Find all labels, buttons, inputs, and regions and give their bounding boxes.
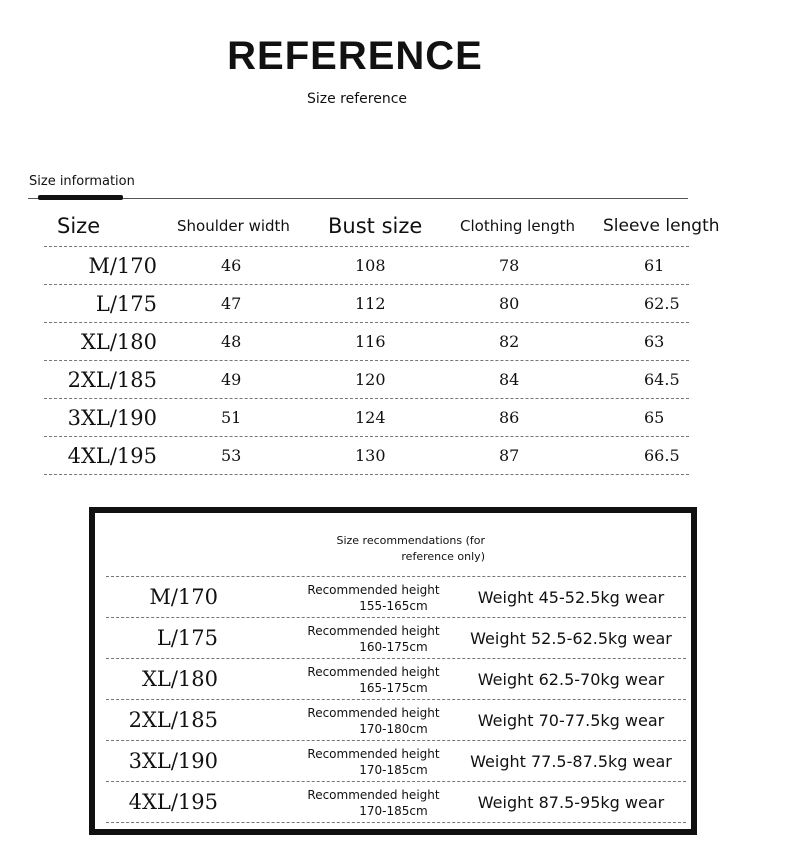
size-recommendations-box <box>89 507 697 835</box>
page-subtitle: Size reference <box>306 91 408 107</box>
header-size: Size <box>57 214 101 238</box>
rec-height <box>286 582 461 614</box>
recommendations-heading-line2: reference only) <box>401 550 485 563</box>
rec-height <box>286 746 461 778</box>
row-bust: 124 <box>355 408 386 427</box>
row-sleeve: 64.5 <box>644 370 680 389</box>
recommendations-heading <box>95 533 691 573</box>
rec-size: M/170 <box>149 585 218 609</box>
rec-weight: Weight 70-77.5kg wear <box>477 710 665 730</box>
table-row <box>44 398 689 436</box>
row-sleeve: 63 <box>644 332 665 351</box>
row-length: 84 <box>499 370 520 389</box>
size-table <box>44 206 720 475</box>
row-sleeve: 66.5 <box>644 446 680 465</box>
header-bust-size: Bust size <box>328 214 423 238</box>
rec-size: 3XL/190 <box>128 749 218 773</box>
rec-weight: Weight 77.5-87.5kg wear <box>470 751 672 771</box>
row-bust: 116 <box>355 332 386 351</box>
rec-height-label: Recommended height <box>307 583 440 597</box>
table-row <box>44 360 689 398</box>
row-length: 87 <box>499 446 520 465</box>
recommendations-table <box>106 576 686 823</box>
rec-weight: Weight 52.5-62.5kg wear <box>470 628 672 648</box>
table-row <box>44 246 689 284</box>
row-bust: 120 <box>355 370 386 389</box>
rec-height-label: Recommended height <box>307 624 440 638</box>
header-sleeve-length: Sleeve length <box>603 216 720 236</box>
row-size: L/175 <box>95 291 157 316</box>
list-item <box>106 699 686 740</box>
row-sleeve: 65 <box>644 408 665 427</box>
rec-height <box>286 664 461 696</box>
table-row <box>44 284 689 322</box>
rec-size: L/175 <box>156 626 218 650</box>
list-item <box>106 658 686 699</box>
row-shoulder: 51 <box>221 408 242 427</box>
row-shoulder: 47 <box>221 294 242 313</box>
row-shoulder: 49 <box>221 370 242 389</box>
row-length: 78 <box>499 256 520 275</box>
row-sleeve: 61 <box>644 256 665 275</box>
rec-size: XL/180 <box>141 667 218 691</box>
rec-weight: Weight 87.5-95kg wear <box>477 792 665 812</box>
rec-weight: Weight 62.5-70kg wear <box>477 669 665 689</box>
row-size: XL/180 <box>80 329 157 354</box>
list-item <box>106 740 686 781</box>
list-item <box>106 617 686 658</box>
row-bust: 130 <box>355 446 386 465</box>
rec-height-range: 170-185cm <box>359 804 428 818</box>
section-divider-accent <box>38 195 123 200</box>
rec-height-range: 165-175cm <box>359 681 428 695</box>
row-shoulder: 53 <box>221 446 242 465</box>
rec-height <box>286 787 461 819</box>
table-row <box>44 436 689 475</box>
rec-height-label: Recommended height <box>307 706 440 720</box>
rec-height-label: Recommended height <box>307 788 440 802</box>
header-shoulder-width: Shoulder width <box>177 217 290 235</box>
row-size: M/170 <box>88 253 157 278</box>
row-length: 80 <box>499 294 520 313</box>
table-row <box>44 322 689 360</box>
header-clothing-length: Clothing length <box>460 217 575 235</box>
row-sleeve: 62.5 <box>644 294 680 313</box>
list-item <box>106 576 686 617</box>
rec-weight: Weight 45-52.5kg wear <box>477 587 665 607</box>
size-table-header <box>44 206 720 246</box>
rec-size: 2XL/185 <box>128 708 218 732</box>
rec-height-range: 170-180cm <box>359 722 428 736</box>
row-length: 82 <box>499 332 520 351</box>
row-shoulder: 48 <box>221 332 242 351</box>
rec-height <box>286 623 461 655</box>
rec-height-label: Recommended height <box>307 747 440 761</box>
row-bust: 112 <box>355 294 386 313</box>
size-info-label: Size information <box>29 174 135 189</box>
row-shoulder: 46 <box>221 256 242 275</box>
rec-height-range: 160-175cm <box>359 640 428 654</box>
rec-size: 4XL/195 <box>128 790 218 814</box>
section-divider <box>28 198 688 199</box>
rec-height-range: 155-165cm <box>359 599 428 613</box>
row-bust: 108 <box>355 256 386 275</box>
rec-height <box>286 705 461 737</box>
rec-height-range: 170-185cm <box>359 763 428 777</box>
row-length: 86 <box>499 408 520 427</box>
page-title: REFERENCE <box>227 34 483 78</box>
row-size: 4XL/195 <box>67 443 157 468</box>
recommendations-heading-line1: Size recommendations (for <box>336 534 485 547</box>
row-size: 3XL/190 <box>67 405 157 430</box>
list-item <box>106 781 686 823</box>
row-size: 2XL/185 <box>67 367 157 392</box>
rec-height-label: Recommended height <box>307 665 440 679</box>
